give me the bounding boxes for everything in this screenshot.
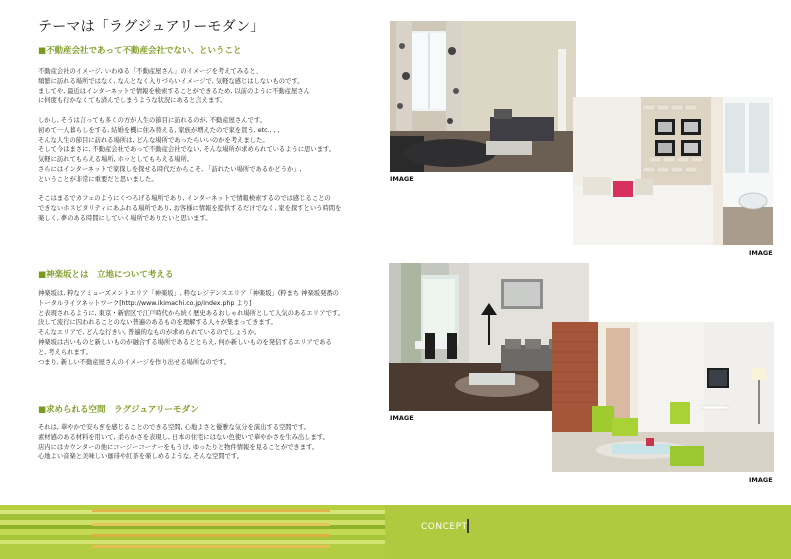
text-line: と表現されるように, 東京・新宿区で江戸時代から続く歴史あるおしゃれ場所として人気のあるエリアです。 [38,309,344,317]
text-line: ということが非常に重要だと思いました。 [38,175,158,183]
paragraph-gap [38,185,368,195]
footer-concept-label: CONCEPT [421,522,468,532]
interior-photo-living-room [390,21,576,172]
interior-photo-lounge [552,322,774,472]
text-line: つまり, 新しい不動産屋さんのイメージを作り出せる場所なのです。 [38,358,231,366]
footer-accent-line [92,523,330,526]
text-line: に何度も行かなくても済んでしまうような状況にあると言えます。 [38,97,227,105]
text-line: それは, 華やかで安らぎを感じることのできる空間, 心地よさと優雅な気分を演出する空間です。 [38,424,310,431]
footer-accent-line [92,545,330,548]
text-line: トータルライフネットワーク[http://www.ikimachi.co.jp/index.php より] [38,299,252,307]
section-body-space [38,423,368,462]
text-line: ましてや, 最近はインターネットで情報を検索することができるため, 以前のように不動産屋さん [38,87,310,95]
text-line: 神楽坂は古いものと新しいものが融合する場所であるととらえ, 何か新しいものを発信するエリアである [38,338,332,346]
image-caption: IMAGE [749,249,773,257]
text-line: そこはまるでカフェのようにくつろげる場所であり, インターネットで情報検索するのでは感じることの [38,195,331,203]
text-line: 楽しく, 夢のある時間にしていく場所でありたいと思います。 [38,214,212,222]
image-caption: IMAGE [390,414,414,422]
text-cursor-icon [467,519,469,533]
section-heading-kagurazaka: ■神楽坂とは 立地について考える [38,270,174,280]
text-line: 心地よい音楽と美味しい珈琲や紅茶を楽しめるような, そんな空間です。 [38,453,243,461]
footer-concept-panel [385,505,791,559]
footer-band [0,505,791,559]
text-line: 頻繁に訪れる場所ではなく, なんとなく入りづらいイメージで, 気軽な感じはしないものです。 [38,77,304,85]
text-line: 不動産会社のイメージ, いわゆる「不動産屋さん」のイメージを考えてみると、 [38,68,263,75]
text-line: と, 考えられます。 [38,348,92,356]
text-line: 決して流行に囚われることのない普遍のあるものを理解する人々が集まってきます。 [38,319,277,327]
text-line: 店内にはカウンターの他にコージーコーナーをもうけ, ゆったりと物件情報を見ることができます。 [38,443,319,451]
image-caption: IMAGE [749,476,773,484]
section-heading-space: ■求められる空間 ラグジュアリーモダン [38,405,199,415]
text-line: そんなエリアで, どんな行きい, 普遍的なものが求められているのでしょうか。 [38,329,261,337]
interior-photo-bedroom [573,97,773,245]
paragraph-gap [38,106,368,116]
image-caption: IMAGE [390,175,414,183]
footer-accent-line [92,509,330,512]
text-line: さらにはインターネットで家探しを探せる時代だからこそ, 「訪れたい場所であるかどうか」, [38,165,302,173]
text-line: そんな人生の節目に訪れる場所は, どんな場所であったらいいのかを考えました。 [38,136,269,144]
section-heading-concept: ■不動産会社であって不動産会社でない、ということ [38,46,242,56]
section-body-kagurazaka [38,289,368,367]
section-body-concept [38,67,368,224]
text-line: しかし, そうは言っても多くの方が人生の節目に訪れるのが, 不動産屋さんです。 [38,116,266,124]
footer-accent-line [92,534,330,537]
text-line: 初めて一人暮らしをする, 結婚を機に住み替える, 家族が増えたので家を買う, etc., , , [38,126,280,134]
text-line: 素材感のある材料を用いて, 柔らかさを表現し, 日本の住宅にはない色使いで華やかさを生み出します。 [38,433,329,441]
text-line: 神楽坂は, 粋なアミューズメントエリア「神楽坂」, 粋なレジデンスエリア「神楽坂」(粋まち 神楽坂発番の [38,290,339,297]
text-line: できないホスピタリティにあふれる場所であり, お客様に情報を提供するだけでなく, 家を探すという時間を [38,205,342,213]
page-title: テーマは「ラグジュアリーモダン」 [38,19,265,35]
text-line: そして今はまさに, 不動産会社であって不動産会社でない, そんな場所が求められているように思います。 [38,146,336,154]
text-line: 気軽に訪れてもらえる場所, ホッとしてもらえる場所。 [38,156,194,164]
